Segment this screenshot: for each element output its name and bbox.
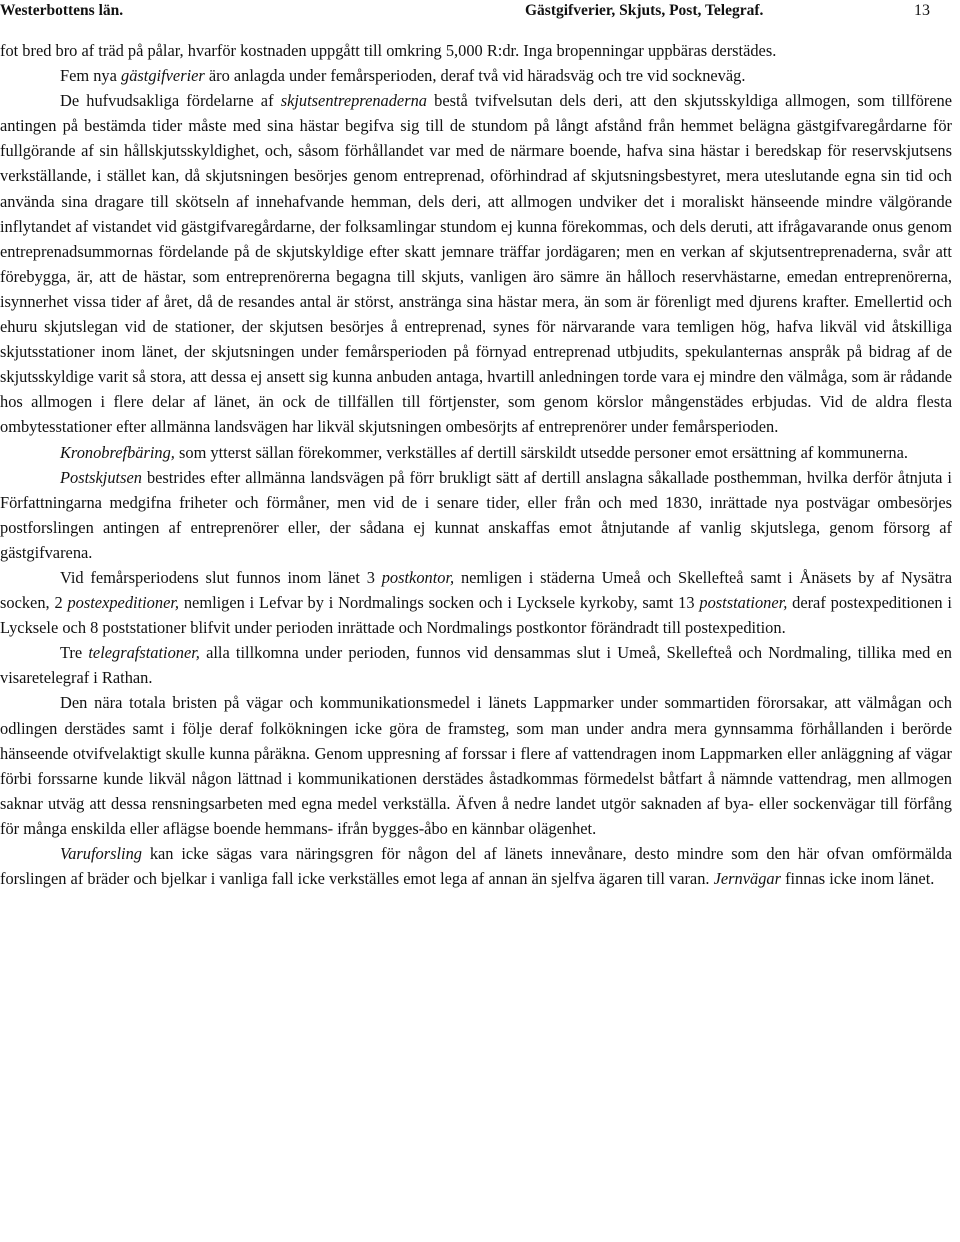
header-topic: Gästgifverier, Skjuts, Post, Telegraf. bbox=[525, 2, 764, 19]
text-run: som ytterst sällan förekommer, verkställes af dertill särskildt utsedde personer emot ersättning af kommunerna. bbox=[174, 442, 908, 462]
text-run: De hufvudsakliga fördelarne af bbox=[60, 91, 281, 111]
paragraph bbox=[0, 465, 952, 565]
italic-term: postexpeditioner, bbox=[67, 593, 180, 613]
text-run: bestå tvifvelsutan dels deri, att den skjutsskyldiga allmogen, som tillförene antingen på bestämda tider måste med sina hästar begifva sig till de stundom på långt afstånd från hemmet belägna gästgifvaregårdarne för fullgörande af sin hållskjutsskyldighet, och, såsom förhållandet var med de närmare boende, hafva sina hästar i beredskap för reservskjutsens verkställande, i stället kan, då skjutsningen besörjes genom entreprenad, oförhindrad af skjutsningsbestyret, mera uteslutande egna sin tid och använda sina dragare till skötseln af innehafvande hemman, dels deri, att allmogen undviker det i moraliskt hänseende mindre välgörande inflytandet af vistandet vid gästgifvaregårdarne, der folksamlingar stundom ej kunna förekommas, och dels deruti, att ifrågavarande onus genom entreprenadsummornas fördelande på de skjutskyldige efter skatt jemnare träffar jordägaren; men en verkan af skjutsentreprenaderna, svår att förebygga, är, att de hästar, som entreprenörerna begagna till skjuts, vanligen äro sämre än hålloch reservhästarne, emedan entreprenörerna, isynnerhet vissa tider af året, då de resandes antal är störst, anstränga sina hästar mera, än som är förenligt med djurens krafter. Emellertid och ehuru skjutslegan vid de stationer, der skjutsen besörjes å entreprenad, synes för närvarande vara temligen hög, hafva likväl vid åtskilliga skjutsstationer inom länet, der skjutsningen under femårsperioden på förnyad entreprenad utbjudits, spekulanternas anspråk på bidrag af de skjutsskyldige varit så stora, att dessa ej ansett sig kunna anbuden antaga, hvartill anledningen torde vara ej mindre den välmåga, som är rådande hos allmogen i flere delar af länet, än ock de tillfällen till förtjenster, som genom körslor mångenstädes erbjudas. Vid de aldra flesta ombytesstationer efter allmänna landsvägen har likväl skjutsningen ombesörjts af entreprenörer under femårsperioden. bbox=[0, 91, 952, 437]
paragraph bbox=[0, 63, 952, 88]
italic-term: gästgifverier bbox=[121, 66, 205, 86]
italic-term: Jernvägar bbox=[713, 869, 781, 889]
paragraph bbox=[0, 841, 952, 891]
text-run: Vid femårsperiodens slut funnos inom länet 3 bbox=[60, 567, 382, 587]
paragraph bbox=[0, 38, 952, 63]
text-run: nemligen i Lefvar by i Nordmalings socken och i Lycksele kyrkoby, samt 13 bbox=[179, 593, 700, 613]
text-run: Tre bbox=[60, 643, 89, 663]
paragraph bbox=[0, 690, 952, 841]
paragraph bbox=[0, 565, 952, 640]
text-run: alla tillkomna under perioden, funnos vid densammas slut i Umeå, Skellefteå och Nordmaling, tillika med en visaretelegraf i Rathan. bbox=[0, 643, 952, 688]
italic-term: telegrafstationer, bbox=[88, 643, 200, 663]
italic-term: poststationer, bbox=[699, 593, 788, 613]
text-run: finnas icke inom länet. bbox=[780, 869, 935, 889]
italic-term: skjutsentreprenaderna bbox=[280, 91, 427, 111]
text-run: kan icke sägas vara näringsgren för någon del af länets innevånare, desto mindre som den här ofvan omförmälda forslingen af bräder och bjelkar i vanliga fall icke verkställes emot lega af annan än sjelfva ägaren till varan. bbox=[0, 844, 952, 889]
italic-term: Kronobrefbäring, bbox=[60, 442, 175, 462]
text-run: Den nära totala bristen på vägar och kommunikationsmedel i länets Lappmarker under sommartiden förorsakar, att välmågan och odlingen derstädes samt i följe deraf folkökningen icke göra de framsteg, som man under andra mera gynnsamma förhållanden i berörde hänseende otvifvelaktigt skulle kunna påräkna. Genom uppresning af forssar i flere af vattendragen inom Lappmarken eller anläggning af vägar förbi forssarne kunde likväl någon lättnad i kommunikationen derstädes åstadkommas förmedelst båtfart å nämnde vattendrag, men allmogen saknar utväg att dessa rensningsarbeten med egna medel verkställa. Äfven å nedre landet utgör saknaden af bya- eller sockenvägar till förfång för många enskilda eller aflägse boende hemmans- ifrån bygges-åbo en kännbar olägenhet. bbox=[0, 693, 952, 838]
italic-term: postkontor, bbox=[381, 567, 455, 587]
text-run: Fem nya bbox=[60, 66, 122, 86]
text-run: bestrides efter allmänna landsvägen på förr brukligt sätt af dertill anslagna såkallade posthemman, hvilka derför åtnjuta i Författningarna medgifna friheter och förmåner, men vid de i senare tider, eller från och med 1830, inrättade nya postvägar ombesörjes postforslingen antingen af entreprenörer eller, der sådana ej kunnat anskaffas emot åtnjutande af vanlig skjutslega, genom försorg af gästgifvarena. bbox=[0, 467, 952, 562]
text-run: fot bred bro af träd på pålar, hvarför kostnaden uppgått till omkring 5,000 R:dr. Inga bropenningar uppbäras derstädes. bbox=[0, 41, 777, 60]
header-region: Westerbottens län. bbox=[0, 2, 124, 19]
paragraph bbox=[0, 88, 952, 439]
text-run: äro anlagda under femårsperioden, deraf två vid häradsväg och tre vid sockneväg. bbox=[204, 66, 746, 86]
body-text bbox=[0, 38, 952, 891]
italic-term: Varuforsling bbox=[60, 844, 142, 863]
text-run: deraf postexpeditionen i Lycksele och 8 poststationer blifvit under perioden inrättade och Nordmalings postkontor förändradt till postexpedition. bbox=[0, 593, 952, 638]
page-number: 13 bbox=[914, 2, 930, 19]
running-header bbox=[0, 2, 952, 24]
text-run: nemligen i städerna Umeå och Skellefteå samt i Ånäsets by af Nysätra socken, 2 bbox=[0, 567, 952, 613]
paragraph bbox=[0, 440, 952, 465]
italic-term: Postskjutsen bbox=[60, 467, 142, 487]
paragraph bbox=[0, 640, 952, 690]
